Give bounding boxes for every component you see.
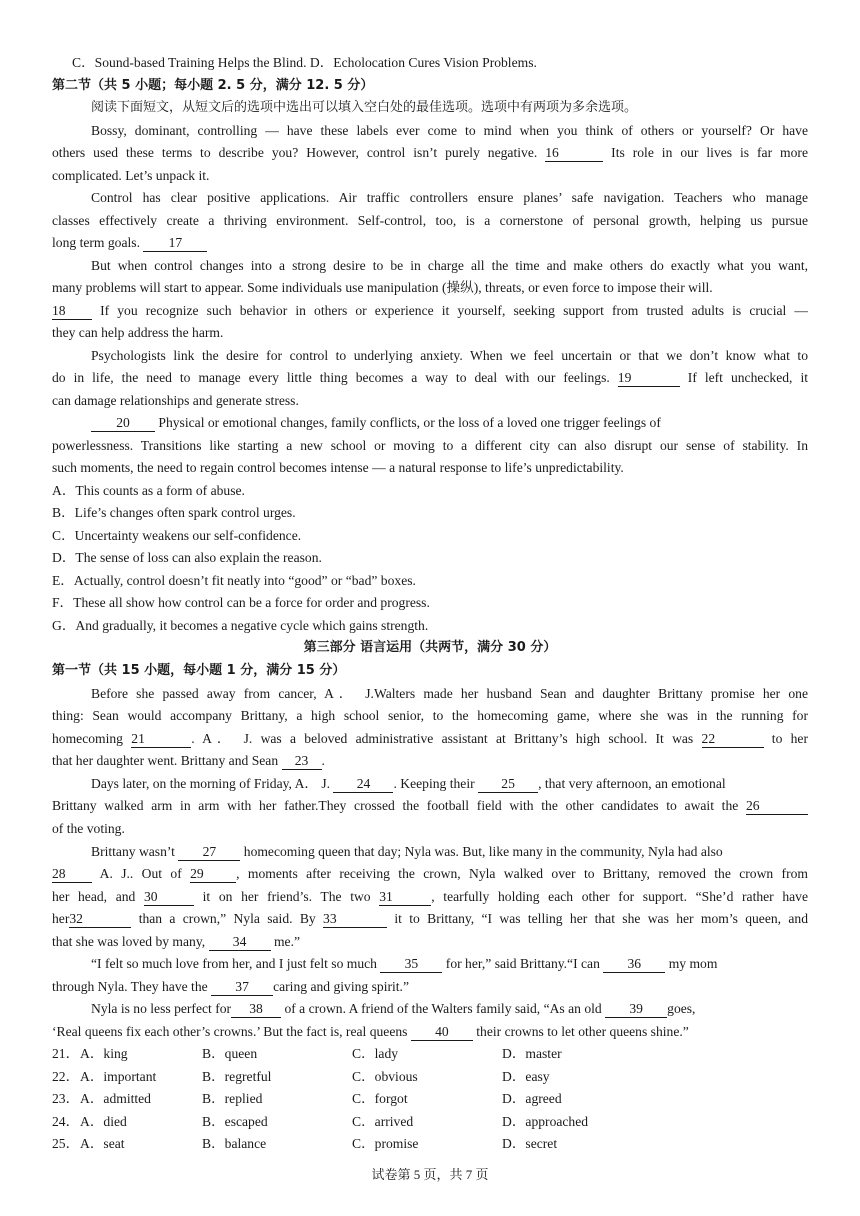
blank-21: 21 [131, 730, 191, 748]
blank-33: 33 [323, 910, 387, 928]
passage-line: they can help address the harm. [52, 325, 224, 340]
option-e: E．Actually, control doesn’t fit neatly into “good” or “bad” boxes. [52, 573, 416, 588]
choice-d: D．master [502, 1046, 562, 1061]
cloze-line: that her daughter went. Brittany and Sean 23 . [52, 753, 325, 768]
section2-instruction: 阅读下面短文，从短文后的选项中选出可以填入空白处的最佳选项。选项中有两项为多余选项。 [91, 100, 638, 115]
passage-line: 18 If you recognize such behavior in others or experience it yourself, seeking support from trusted adults is crucial — [52, 303, 808, 318]
choice-b: B．queen [202, 1046, 258, 1061]
option-f: F．These all show how control can be a force for order and progress. [52, 595, 430, 610]
option-d: D．The sense of loss can also explain the reason. [52, 550, 322, 565]
blank-22: 22 [702, 730, 764, 748]
cloze-line: Before she passed away from cancer, A． J.Walters made her husband Sean and daughter Brittany promise her one [91, 686, 808, 701]
passage-line: others used these terms to describe you? However, control isn’t purely negative. 16 Its role in our lives is far more [52, 145, 808, 160]
option-g: G．And gradually, it becomes a negative cycle which gains strength. [52, 618, 429, 633]
blank-37: 37 [211, 978, 273, 996]
cloze-line: thing: Sean would accompany Brittany, a high school senior, to the homecoming game, where she was in the running for [52, 708, 808, 723]
blank-39: 39 [605, 1000, 667, 1018]
blank-32: 32 [69, 910, 131, 928]
passage-line: classes effectively create a thriving environment. Self-control, too, is a cornerstone of personal growth, helping us pursue [52, 213, 808, 228]
previous-options-line: C．Sound-based Training Helps the Blind. D．Echolocation Cures Vision Problems. [72, 55, 537, 70]
choice-d: D．secret [502, 1136, 558, 1151]
cloze-line: “I felt so much love from her, and I just felt so much 35 for her,” said Brittany.“I can 36 my mom [91, 956, 718, 971]
choice-c: C．obvious [352, 1069, 418, 1084]
question-number: 22． [52, 1069, 80, 1084]
passage-line: such moments, the need to regain control becomes intense — a natural response to life’s unpredictability. [52, 460, 624, 475]
blank-24: 24 [333, 775, 393, 793]
question-number: 21． [52, 1046, 80, 1061]
blank-17: 17 [143, 234, 207, 252]
choice-a: A．died [80, 1114, 127, 1129]
passage-line: 20 Physical or emotional changes, family conflicts, or the loss of a loved one trigger feelings of [91, 412, 808, 435]
choice-a: A．seat [80, 1136, 125, 1151]
question-number: 24． [52, 1114, 80, 1129]
choice-c: C．promise [352, 1136, 419, 1151]
passage-line: Bossy, dominant, controlling — have these labels ever come to mind when you think of others or yourself? Or have [91, 123, 808, 138]
choice-c: C．arrived [352, 1114, 414, 1129]
blank-30: 30 [144, 888, 194, 906]
passage-line: Psychologists link the desire for control to underlying anxiety. When we feel uncertain or that we don’t know what to [91, 348, 808, 363]
choice-b: B．regretful [202, 1069, 272, 1084]
blank-18: 18 [52, 302, 92, 320]
cloze-line: through Nyla. They have the 37 caring and giving spirit.” [52, 979, 409, 994]
choice-d: D．approached [502, 1114, 589, 1129]
blank-34: 34 [209, 933, 271, 951]
choice-b: B．escaped [202, 1114, 268, 1129]
choice-b: B．replied [202, 1091, 263, 1106]
cloze-line: Brittany wasn’t 27 homecoming queen that day; Nyla was. But, like many in the community, Nyla had also [91, 844, 723, 859]
passage-line: Control has clear positive applications. Air traffic controllers ensure planes’ safe navigation. Teachers who manage [91, 190, 808, 205]
blank-38: 38 [231, 1000, 281, 1018]
section2-heading: 第二节（共 5 小题；每小题 2. 5 分，满分 12. 5 分） [52, 78, 374, 93]
cloze-line: that she was loved by many, 34 me.” [52, 934, 301, 949]
passage-line: powerlessness. Transitions like starting a new school or moving to a different city can also disrupt our sense of stability. In [52, 438, 808, 453]
cloze-line: ‘Real queens fix each other’s crowns.’ But the fact is, real queens 40 their crowns to let other queens shine.” [52, 1024, 689, 1039]
blank-25: 25 [478, 775, 538, 793]
blank-31: 31 [379, 888, 431, 906]
choice-d: D．easy [502, 1069, 550, 1084]
choice-c: C．lady [352, 1046, 399, 1061]
passage-line: complicated. Let’s unpack it. [52, 168, 210, 183]
passage-line: can damage relationships and generate stress. [52, 393, 299, 408]
cloze-line: of the voting. [52, 821, 125, 836]
blank-16: 16 [545, 144, 603, 162]
blank-40: 40 [411, 1023, 473, 1041]
choice-a: A．important [80, 1069, 157, 1084]
passage-line: do in life, the need to manage every little thing becomes a way to deal with our feelings. 19 If left unchecked, it [52, 370, 808, 385]
cloze-line: homecoming 21 . A． J. was a beloved administrative assistant at Brittany’s high school. It was 22 to her [52, 731, 808, 746]
passage-line: many problems will start to appear. Some individuals use manipulation (操纵), threats, or even force to impose their will. [52, 280, 713, 295]
cloze-line: Days later, on the morning of Friday, A． J. 24 . Keeping their 25 , that very afternoon, an emotional [91, 776, 726, 791]
cloze-line: Nyla is no less perfect for 38 of a crown. A friend of the Walters family said, “As an old 39 goes, [91, 1001, 696, 1016]
part3-section1-heading: 第一节（共 15 小题，每小题 1 分，满分 15 分） [52, 663, 346, 678]
blank-19: 19 [618, 369, 680, 387]
choice-b: B．balance [202, 1136, 267, 1151]
cloze-line: 28 A. J.. Out of 29 , moments after receiving the crown, Nyla walked over to Brittany, removed the crown from [52, 866, 808, 881]
passage-line: But when control changes into a strong desire to be in charge all the time and make others do exactly what you want, [91, 258, 808, 273]
cloze-line: Brittany walked arm in arm with her father.They crossed the football field with the other candidates to await the 26 [52, 795, 808, 818]
blank-20: 20 [91, 414, 155, 432]
choice-a: A．king [80, 1046, 128, 1061]
cloze-line: her32 than a crown,” Nyla said. By 33 it to Brittany, “I was telling her that she was her mom’s queen, and [52, 911, 809, 926]
option-a: A．This counts as a form of abuse. [52, 483, 245, 498]
question-number: 23． [52, 1091, 80, 1106]
cloze-line: her head, and 30 it on her friend’s. The two 31 , tearfully holding each other for support. “She’d rather have [52, 889, 809, 904]
blank-27: 27 [178, 843, 240, 861]
blank-36: 36 [603, 955, 665, 973]
blank-35: 35 [380, 955, 442, 973]
blank-29: 29 [190, 865, 236, 883]
choice-a: A．admitted [80, 1091, 151, 1106]
blank-28: 28 [52, 865, 92, 883]
page-footer: 试卷第 5 页，共 7 页 [371, 1167, 489, 1182]
passage-line: long term goals. 17 [52, 232, 808, 255]
question-number: 25． [52, 1136, 80, 1151]
option-c: C．Uncertainty weakens our self-confidence. [52, 528, 302, 543]
blank-23: 23 [282, 752, 322, 770]
option-b: B．Life’s changes often spark control urges. [52, 505, 296, 520]
choice-c: C．forgot [352, 1091, 408, 1106]
choice-d: D．agreed [502, 1091, 562, 1106]
part3-title: 第三部分 语言运用（共两节，满分 30 分） [303, 640, 557, 655]
blank-26: 26 [746, 797, 808, 815]
